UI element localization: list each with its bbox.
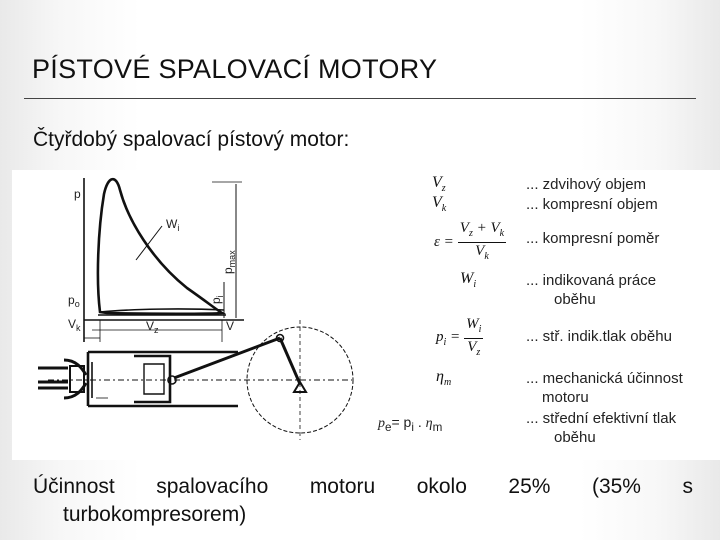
- word: (35%: [591, 475, 641, 498]
- engine-figure: [12, 170, 720, 460]
- efficiency-statement-cont: turbokompresorem): [63, 503, 247, 526]
- vk-symbol: $V_k$: [432, 194, 447, 215]
- pi-label: $p_i$: [209, 295, 225, 304]
- legend-pi-text: ... stř. indik.tlak oběhu: [526, 328, 672, 345]
- word: 25%: [508, 475, 551, 498]
- eta-symbol: $\eta_m$: [436, 368, 452, 389]
- legend-pe-text-cont: oběhu: [554, 429, 596, 446]
- connecting-rod: [174, 338, 280, 378]
- legend-vk-text: ... kompresní objem: [526, 196, 658, 213]
- piston-inner: [144, 364, 164, 394]
- legend-wi-text-cont: oběhu: [554, 291, 596, 308]
- word: Účinnost: [33, 475, 115, 498]
- wi-pointer: [136, 226, 162, 260]
- vk-label: $V_k$: [68, 317, 81, 333]
- wi-label: $W_i$: [166, 217, 180, 233]
- crank-arm: [280, 338, 300, 384]
- title-divider: [24, 98, 696, 99]
- legend-panel: [420, 170, 720, 460]
- word: motoru: [309, 475, 376, 498]
- legend-epsilon-text: ... kompresní poměr: [526, 230, 660, 247]
- slide-subtitle: Čtyřdobý spalovací pístový motor:: [33, 128, 350, 151]
- word: okolo: [416, 475, 467, 498]
- pv-diagram: [84, 178, 244, 342]
- efficiency-statement: [33, 475, 693, 499]
- legend-eta-text: ... mechanická účinnost: [526, 370, 683, 387]
- pmax-label: $p_{max}$: [221, 250, 237, 274]
- vz-label: $V_z$: [146, 319, 159, 335]
- pe-formula: $p_e= p_i$ . $\eta_m$: [378, 414, 443, 434]
- epsilon-formula: ε = $\frac{V_z + V_k}{V_k}$: [434, 220, 505, 262]
- cycle-loop: [98, 179, 222, 314]
- slide-title: PÍSTOVÉ SPALOVACÍ MOTORY: [32, 54, 438, 84]
- pi-formula: $p_i$ = $\frac{W_i}{V_z}$: [436, 316, 482, 358]
- legend-vz-text: ... zdvihový objem: [526, 176, 647, 193]
- vz-symbol: $V_z$: [432, 174, 446, 195]
- legend-eta-text-cont: motoru: [542, 389, 589, 406]
- v-axis-label: V: [226, 319, 235, 333]
- word: spalovacího: [156, 475, 269, 498]
- legend-wi-text: ... indikovaná práce: [526, 272, 657, 289]
- exhaust-line: [100, 309, 224, 312]
- legend-pe-text: ... střední efektivní tlak: [526, 410, 677, 427]
- p-axis-label: p: [74, 187, 81, 201]
- valve-stems: [38, 368, 68, 388]
- po-label: $p_o$: [68, 293, 80, 309]
- wi-symbol: $W_i$: [460, 270, 477, 291]
- word: s: [682, 475, 693, 498]
